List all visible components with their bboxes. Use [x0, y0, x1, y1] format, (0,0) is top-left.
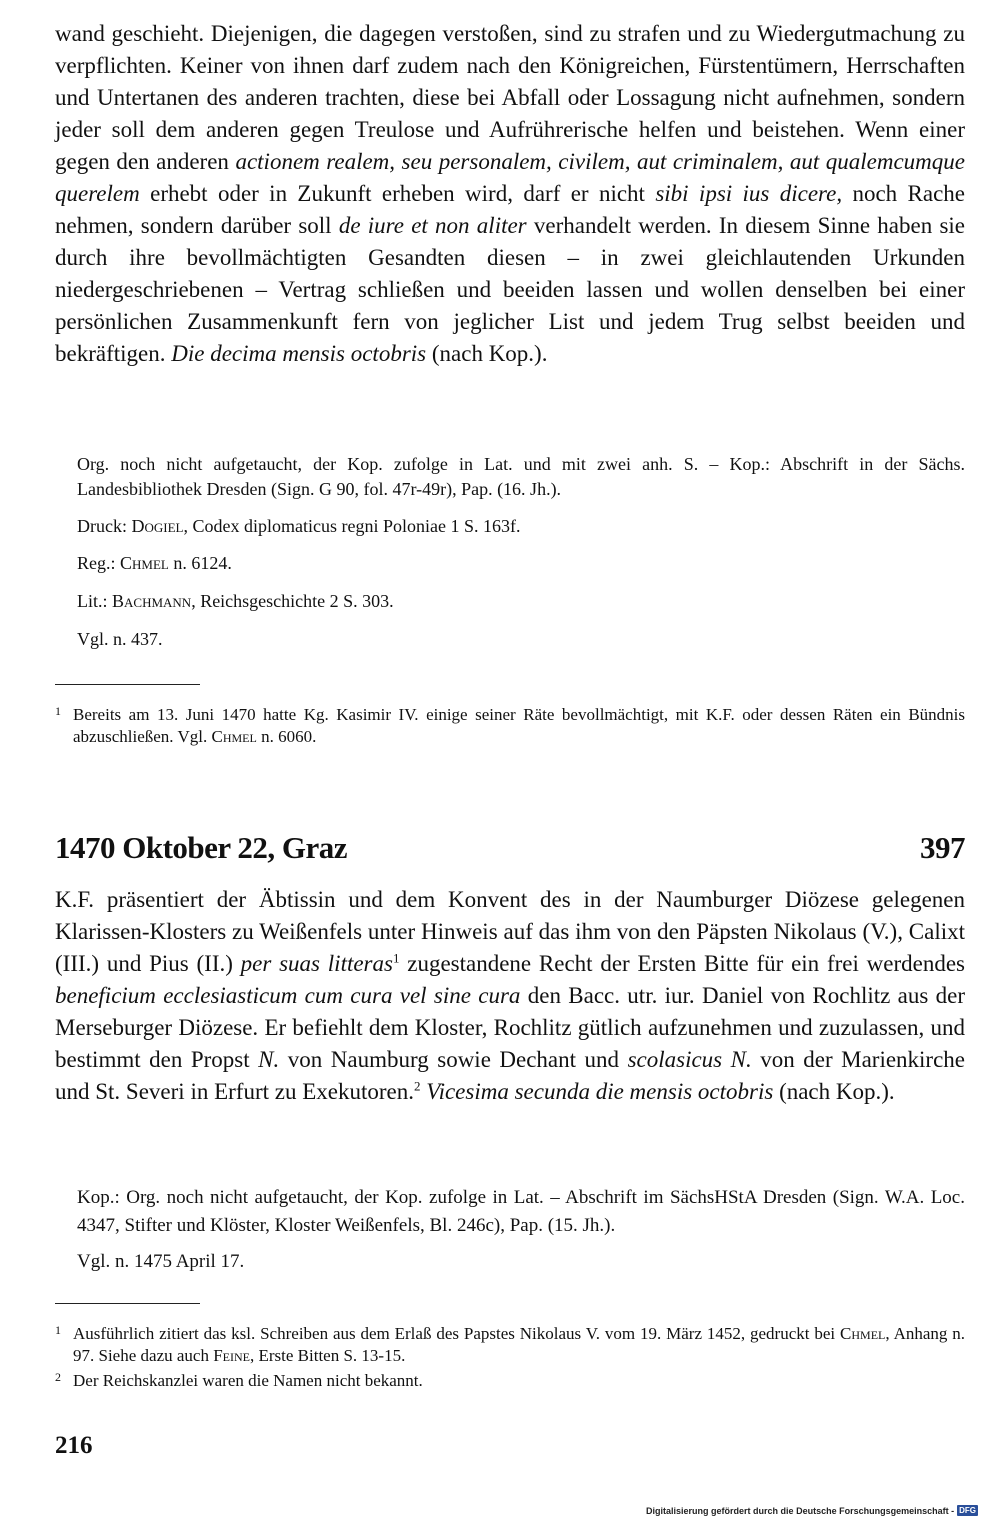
ref-text: n. 6124. — [173, 553, 232, 573]
entry-heading — [55, 826, 965, 870]
entry-number: 397 — [920, 830, 965, 865]
ref-author: Bachmann — [112, 591, 192, 611]
text-run: (nach Kop.). — [779, 1079, 895, 1104]
vgl-reference: Vgl. n. 437. — [77, 629, 163, 649]
footnote-rule — [55, 684, 200, 685]
text-run: Ausführlich zitiert das ksl. Schreiben aus dem Erlaß des Papstes Nikolaus V. vom 19. März 1452, gedruckt bei — [73, 1324, 836, 1343]
vgl-reference: Vgl. n. 1475 April 17. — [77, 1251, 245, 1272]
credit-text: Digitalisierung gefördert durch die Deutsche Forschungsgemeinschaft - — [646, 1505, 955, 1516]
footnote-mark: 1 — [55, 704, 61, 718]
ref-label: Lit.: — [77, 591, 108, 611]
continuation-paragraph — [55, 18, 965, 370]
footnote-ref: 2 — [413, 1078, 421, 1094]
text-run: wand geschieht. Diejenigen, die dagegen verstoßen, sind zu strafen und zu Wiedergutmachung zu verpflichten. Keiner von ihnen darf zudem nach den Königreichen, Fürstentümern, Herrschaften und Untertanen des anderen trachten, diese bei Abfall oder Lossagung nicht aufnehmen, sondern jeder soll dem anderen gegen Treulose und Aufrührerische helfen und beistehen. Wenn einer gegen den anderen — [55, 21, 965, 174]
ref-label: Druck: — [77, 516, 127, 536]
footnote — [55, 704, 965, 748]
text-run: erhebt oder in Zukunft erheben wird, darf er nicht — [150, 181, 645, 206]
text-run: K.F. präsentiert der Äbtissin und dem Konvent des in der Naumburger Diözese gelegenen Klarissen-Klosters zu Weißenfels unter Hinweis auf das ihm von den Päpsten Nikolaus (V.), Calixt (III.) und Pius (II.) — [55, 887, 965, 976]
text-run: den Bacc. utr. iur. Daniel von Rochlitz aus der Merseburger Diözese. Er befiehlt dem Kloster, Rochlitz gütlich aufzunehmen und zuzulassen, und bestimmt den Propst — [55, 983, 966, 1072]
latin-phrase: de iure et non aliter — [338, 213, 527, 238]
text-run: verhandelt werden. In diesem Sinne haben sie durch ihre bevollmächtigten Gesandten diesen – in zwei gleichlautenden Urkunden niedergeschriebenen – Vertrag schließen und beeiden lassen und wollen denselben bei einer persönlichen Zusammenkunft fern von jeglicher List und jedem Trug selbst beeiden und bekräftigen. — [55, 213, 966, 366]
ref-author: Dogiel — [131, 516, 184, 536]
footnote-text — [55, 704, 965, 748]
latin-phrase: actionem realem, seu personalem, civilem, aut criminalem, aut qualemcumque querelem — [55, 149, 965, 206]
footnote-ref: 1 — [392, 950, 400, 966]
text-run: von Naumburg sowie Dechant und — [287, 1047, 620, 1072]
latin-phrase: scolasicus N. — [627, 1047, 752, 1072]
text-run: , Anhang n. 97. Siehe dazu auch — [73, 1324, 966, 1365]
latin-phrase: beneficium ecclesiasticum cum cura vel sine cura — [55, 983, 521, 1008]
latin-phrase: N. — [258, 1047, 280, 1072]
text-run: zugestandene Recht der Ersten Bitte für ein frei werdendes — [407, 951, 965, 976]
reg-reference — [55, 551, 965, 576]
text-run: von der Marienkirche und St. Severi in Erfurt zu Exekutoren. — [55, 1047, 966, 1104]
copy-note: Kop.: Org. noch nicht aufgetaucht, der Kop. zufolge in Lat. – Abschrift im SächsHStA Dresden (Sign. W.A. Loc. 4347, Stifter und Klöster, Kloster Weißenfels, Bl. 246c), Pap. (15. Jh.). — [77, 1187, 965, 1236]
druck-reference — [55, 514, 965, 539]
original-note: Org. noch nicht aufgetaucht, der Kop. zufolge in Lat. und mit zwei anh. S. – Kop.: Abschrift in der Sächs. Landesbibliothek Dresden (Sign. G 90, fol. 47r-49r), Pap. (16. Jh.). — [77, 454, 965, 499]
ref-author: Feine — [213, 1346, 250, 1365]
latin-phrase: per suas litteras — [240, 951, 393, 976]
ref-author: Chmel — [840, 1324, 886, 1343]
entry-paragraph — [55, 884, 965, 1108]
ref-author: Chmel — [120, 553, 169, 573]
ref-author: Chmel — [211, 727, 257, 746]
footnote-text: Der Reichskanzlei waren die Namen nicht bekannt. — [73, 1371, 423, 1390]
latin-date: Vicesima secunda die mensis octobris — [426, 1079, 774, 1104]
text-run: n. 6060. — [261, 727, 317, 746]
footnote-text — [55, 1323, 965, 1367]
text-run: , Erste Bitten S. 13-15. — [249, 1346, 406, 1365]
funding-credit — [646, 1505, 978, 1516]
text-run: (nach Kop.). — [431, 341, 548, 366]
latin-date: Die decima mensis octobris — [171, 341, 427, 366]
footnote — [55, 1323, 965, 1367]
ref-text: , Codex diplomaticus regni Poloniae 1 S. 163f. — [183, 516, 521, 536]
text-run: Bereits am 13. Juni 1470 hatte Kg. Kasimir IV. einige seiner Räte bevollmächtigt, mit K.F. oder dessen Räten ein Bündnis abzuschließen. Vgl. — [73, 705, 965, 746]
entry-date-place: 1470 Oktober 22, Graz — [55, 830, 348, 865]
dfg-logo-icon: DFG — [959, 1506, 976, 1515]
latin-phrase: sibi ipsi ius dicere, — [655, 181, 843, 206]
text-run: noch Rache nehmen, sondern darüber soll — [55, 181, 966, 238]
ref-text: , Reichsgeschichte 2 S. 303. — [191, 591, 394, 611]
footnote-rule — [55, 1303, 200, 1304]
footnote — [55, 1370, 965, 1392]
footnote-mark: 2 — [55, 1370, 61, 1384]
page-number: 216 — [55, 1432, 93, 1459]
lit-reference — [55, 589, 965, 614]
ref-label: Reg.: — [77, 553, 116, 573]
footnote-mark: 1 — [55, 1323, 61, 1337]
